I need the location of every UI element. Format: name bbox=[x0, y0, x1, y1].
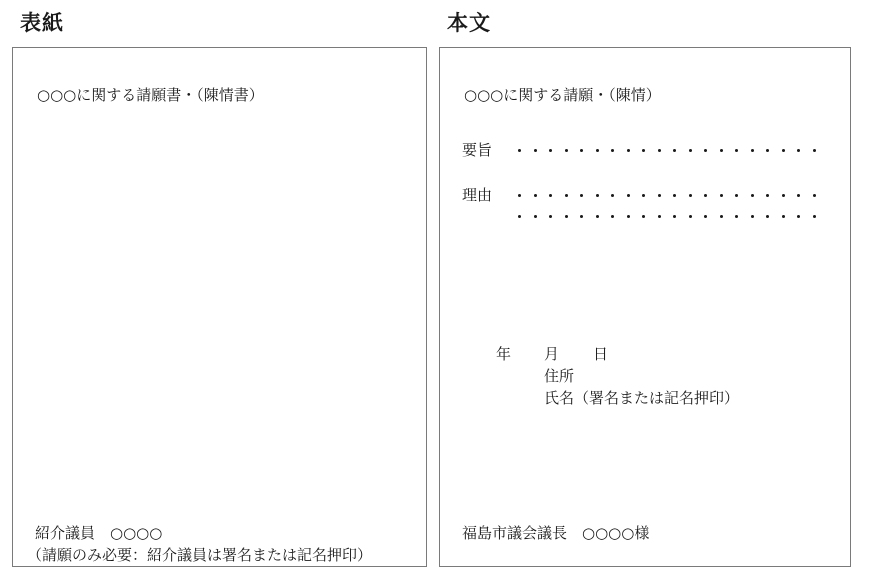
introducing-member-line: 紹介議員 ○○○○ bbox=[35, 524, 163, 542]
date-day: 日 bbox=[593, 345, 609, 363]
reason-dotted-line-1 bbox=[518, 185, 816, 205]
reason-label: 理由 bbox=[462, 186, 493, 204]
addressee-line: 福島市議会議長 ○○○○様 bbox=[462, 524, 650, 542]
cover-sheet bbox=[12, 47, 427, 567]
name-label: 氏名（署名または記名押印） bbox=[544, 389, 740, 407]
body-heading: 本文 bbox=[447, 11, 491, 35]
body-sheet bbox=[439, 47, 851, 567]
date-year: 年 bbox=[496, 345, 512, 363]
reason-dotted-line-2 bbox=[518, 206, 816, 226]
summary-dotted-line bbox=[518, 140, 816, 160]
date-month: 月 bbox=[544, 345, 560, 363]
cover-petition-title: ○○○に関する請願書・（陳情書） bbox=[37, 86, 264, 104]
body-petition-title: ○○○に関する請願・（陳情） bbox=[464, 86, 661, 104]
summary-label: 要旨 bbox=[462, 141, 493, 159]
address-label: 住所 bbox=[544, 367, 575, 385]
introducing-member-note: （請願のみ必要：紹介議員は署名または記名押印） bbox=[27, 546, 373, 564]
cover-heading: 表紙 bbox=[20, 11, 64, 35]
